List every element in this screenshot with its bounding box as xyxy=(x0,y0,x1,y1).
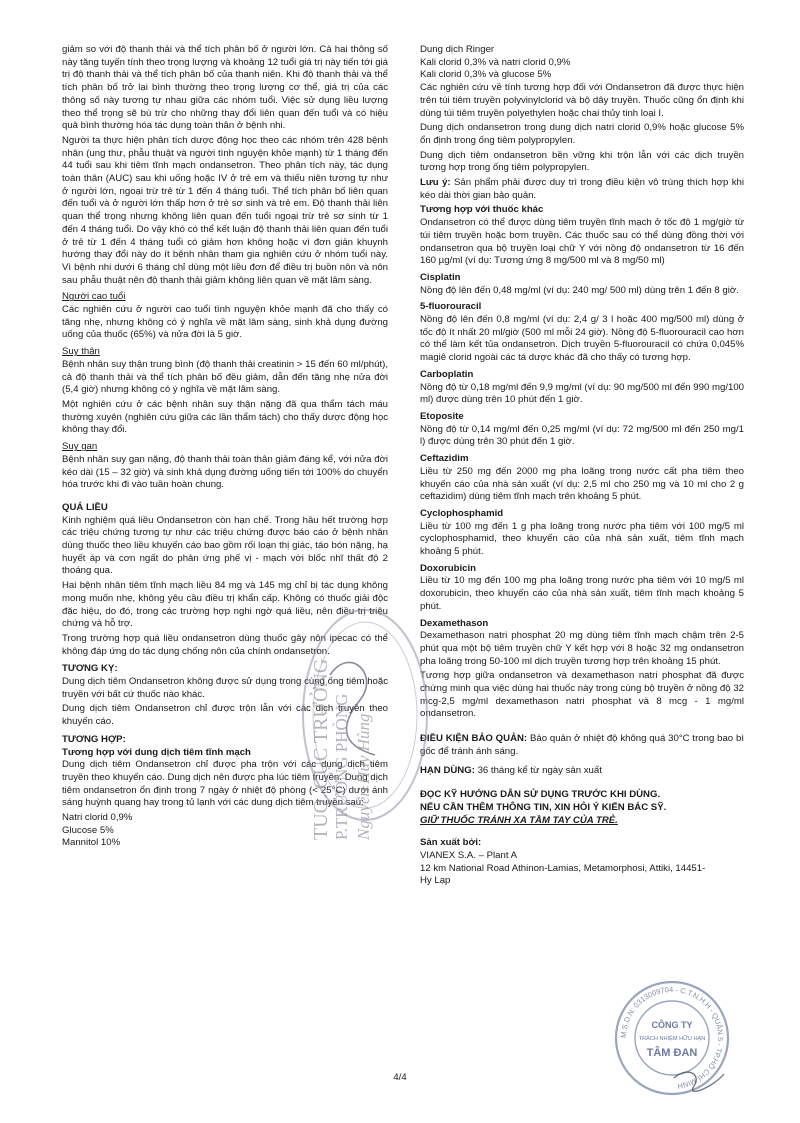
renal-paragraph-1: Bệnh nhân suy thận trung bình (độ thanh thải creatinin > 15 đến 60 ml/phút), cả độ thanh thải và thể tích phân bố đều giảm, dẫn đến tăng nhẹ nửa đời (5,4 giờ) nhưng không có ý nghĩa về mặt lâm sàng. xyxy=(62,358,388,396)
drug-name: Etoposite xyxy=(420,410,464,422)
fluid-item: Mannitol 10% xyxy=(62,837,121,849)
fluid-item: Kali clorid 0,3% và natri clorid 0,9% xyxy=(420,56,571,68)
warning-read-instructions: ĐỌC KỸ HƯỚNG DẪN SỬ DỤNG TRƯỚC KHI DÙNG. xyxy=(420,789,661,801)
seal-company-name: TÂM ĐAN xyxy=(646,1047,698,1059)
seal-ring-text: M.S.D.N: 0313009704 - C.T.N.H.H - QUẬN 5 - TP.HỒ CHÍ MINH xyxy=(618,984,726,1091)
manufacturer-line: VIANEX S.A. – Plant A xyxy=(420,850,518,862)
note-paragraph xyxy=(420,177,744,202)
manufacturer-label: Sản xuất bởi: xyxy=(420,837,482,849)
warning-ask-doctor: NẾU CẦN THÊM THÔNG TIN, XIN HỎI Ý KIẾN BÁC SỸ. xyxy=(420,801,667,813)
page-number: 4/4 xyxy=(393,1072,407,1083)
drug-name: Dexamethason xyxy=(420,617,489,629)
manufacturer-line: Hy Lạp xyxy=(420,875,451,887)
stamp-vertical-text: P.TRƯỞNG PHÒNG xyxy=(332,693,351,840)
heading-elderly: Người cao tuổi xyxy=(62,291,126,303)
storage-paragraph xyxy=(420,733,744,758)
stamp-vertical-text: TUQ. CỤC TRƯỞNG xyxy=(310,658,332,840)
note-text: Sản phẩm phải được duy trì trong điều kiện vô trùng thích hợp khi kéo dài thời gian bảo quản. xyxy=(420,177,744,201)
renal-paragraph-2: Một nghiên cứu ở các bệnh nhân suy thận nặng đã qua thẩm tách máu thường xuyên (nghiên cứu giữa các lần thẩm tách) cho thấy dược động học không thay đổi. xyxy=(62,398,388,436)
fluid-item: Dung dịch Ringer xyxy=(420,44,495,55)
right-column xyxy=(420,44,744,888)
stamp-vertical-text: Nguyễn Huy Hùng xyxy=(354,713,373,840)
storage-label: ĐIỀU KIỆN BẢO QUẢN: xyxy=(420,733,528,745)
drug-text: Liều từ 10 mg đến 100 mg pha loãng trong nước pha tiêm với 10 mg/5 ml doxorubicin, theo khuyến cáo của nhà sản xuất, tiêm tĩnh mạch khoảng 5 phút. xyxy=(420,575,744,612)
elderly-paragraph: Các nghiên cứu ở người cao tuổi tình nguyện khỏe mạnh đã cho thấy có tăng nhẹ, nhưng không có ý nghĩa về mặt lâm sàng, sinh khả dụng đường uống của thuốc (65%) và nửa đời là 5 giờ. xyxy=(62,304,388,341)
fluid-item: Kali clorid 0,3% và glucose 5% xyxy=(420,69,552,81)
compat-stable-paragraph: Dung dịch tiêm ondansetron bền vững khi trộn lẫn với các dịch truyền tương hợp trong ống tiêm polypropylen. xyxy=(420,149,744,174)
drug-text: Nồng độ từ 0,18 mg/ml đến 9,9 mg/ml (ví dụ: 90 mg/500 ml đến 990 mg/100 ml) được dùng trên 10 phút đến 1 giờ. xyxy=(420,381,744,406)
compat-syringe-paragraph: Dung dịch ondansetron trong dung dịch natri clorid 0,9% hoặc glucose 5% ổn định trong ống tiêm polypropylen. xyxy=(420,122,744,146)
drug-name: Cisplatin xyxy=(420,271,461,283)
drug-text: Nồng độ lên đến 0,48 mg/ml (ví dụ: 240 mg/ 500 ml) dùng trên 1 đến 8 giờ. xyxy=(420,284,739,296)
drug-text: Liều từ 100 mg đến 1 g pha loãng trong nước pha tiêm với 100 mg/5 ml cyclophosphamid, theo khuyến cáo của nhà sản xuất, tiêm tĩnh mạch khoảng 5 phút. xyxy=(420,520,744,558)
incompat-paragraph-2: Dung dịch tiêm Ondansetron chỉ được trộn lẫn với các dịch truyền theo khuyến cáo. xyxy=(62,703,388,728)
warning-keep-from-children: GIỮ THUỐC TRÁNH XA TẦM TAY CỦA TRẺ. xyxy=(420,814,618,826)
drug-text: Dexamethason natri phosphat 20 mg dùng tiêm tĩnh mạch chậm trên 2-5 phút qua một bộ tiêm truyền chữ Y kết hợp với 8 hoặc 32 mg ondansetron pha loãng trong 50-100 ml dịch truyền tương hợp trên khoảng 15 phút. xyxy=(420,630,744,667)
overdose-paragraph-3: Trong trường hợp quá liều ondansetron dùng thuốc gây nôn ipecac có thể không đáp ứng do tác dụng chống nôn của chính ondansetron. xyxy=(62,632,388,657)
heading-liver: Suy gan xyxy=(62,441,98,453)
drug-text: Nồng độ từ 0,14 mg/ml đến 0,25 mg/ml (ví dụ: 72 mg/500 ml đến 250 mg/1 l) được dùng trên 30 phút đến 1 giờ. xyxy=(420,423,744,448)
drug-name: Ceftazidim xyxy=(420,453,469,465)
overdose-paragraph-2: Hai bệnh nhân tiêm tĩnh mạch liều 84 mg và 145 mg chỉ bị tác dụng không mong muốn nhẹ, không yêu cầu điều trị khẩn cấp. Không có thuốc giải độc đặc hiệu, do đó, trong các trường hợp nghi ngờ quá liều, nên điều trị triệu chứng và hỗ trợ. xyxy=(62,580,388,630)
drug-name: Doxorubicin xyxy=(420,562,476,574)
compat-studies-paragraph: Các nghiên cứu về tính tương hợp đối với Ondansetron đã được thực hiện trên túi tiêm truyền polyvinylclorid và bộ dây truyền. Thuốc cũng ổn định khi dùng túi tiêm truyền polyethylen hoặc chai thủy tinh loại I. xyxy=(420,82,744,119)
heading-compat-other: Tương hợp với thuốc khác xyxy=(420,204,544,216)
dexamethason-paragraph-2: Tương hợp giữa ondansetron và dexamethason natri phosphat đã được chứng minh qua việc dùng hai thuốc này trong cùng bộ truyền ở nồng độ 32 mcg-2,5 mg/ml dexamethason natri phosphat và 8 mcg - 1 mg/ml ondansetron. xyxy=(420,670,744,720)
shelf-life-label: HẠN DÙNG: xyxy=(420,764,475,776)
shelf-life-text: 36 tháng kể từ ngày sản xuất xyxy=(474,764,602,776)
heading-renal: Suy thận xyxy=(62,346,100,358)
drug-text: Nồng độ lên đến 0,8 mg/ml (ví dụ: 2,4 g/ 3 l hoặc 400 mg/500 ml) dùng ở tốc độ ít nhất 20 ml/giờ (500 ml mỗi 24 giờ). Nồng độ 5-fluorouracil cao hơn có thể làm kết tủa ondansetron. Dịch truyền 5-fluorouracil có chứa 0,045% magiê clorid ngoài các tá dược khác đã cho thấy có tương hợp. xyxy=(420,314,744,364)
drug-text: Liều từ 250 mg đến 2000 mg pha loãng trong nước cất pha tiêm theo khuyến cáo của nhà sản xuất (ví dụ: 2,5 ml cho 250 mg và 10 ml cho 2 g ceftazidim) dùng tiêm tĩnh mạch trên khoảng 5 phút. xyxy=(420,465,744,503)
left-column xyxy=(62,44,388,850)
heading-incompatibility: TƯƠNG KỴ: xyxy=(62,663,118,675)
heading-compat-iv: Tương hợp với dung dịch tiêm tĩnh mạch xyxy=(62,746,251,758)
pk-paragraph-1: giảm so với độ thanh thải và thể tích phân bố ở người lớn. Cả hai thông số này tăng tuyến tính theo trọng lượng và khoảng 12 tuổi giá trị này tiến tới giá trị độ thanh thải và thể tích phân bố của thanh niên. Khi độ thanh thải và thể tích phân bố trở lại bình thường theo trọng lượng cơ thể, giá trị của các thông số này tương tự nhau giữa các nhóm tuổi. Việc sử dụng liều lượng theo thể trọng sẽ bù trừ cho những thay đổi liên quan đến tuổi và có hiệu quả bình thường hóa tác dụng toàn thân ở bệnh nhi. xyxy=(62,44,388,132)
seal-top-text: CÔNG TY xyxy=(651,1020,693,1030)
incompat-paragraph-1: Dung dịch tiêm Ondansetron không được sử dụng trong cùng ống tiêm hoặc truyền với bất cứ thuốc nào khác. xyxy=(62,676,388,700)
compat-paragraph: Dung dịch tiêm Ondansetron chỉ được pha trộn với các dung dịch tiêm truyền theo khuyến cáo. Dung dịch nên được pha lúc tiêm truyền. Dung dịch tiêm ondansetron ổn định trong 7 ngày ở nhiệt độ phòng (< 25°C) dưới ánh sáng huỳnh quang hay trong tủ lạnh với các dung dịch tiêm truyền sau: xyxy=(62,759,388,809)
overdose-paragraph-1: Kinh nghiệm quá liều Ondansetron còn hạn chế. Trong hầu hết trường hợp các triệu chứng tương tự như các triệu chứng được báo cáo ở bệnh nhân dùng thuốc theo liều khuyến cáo bao gồm rối loạn thị giác, táo bón nặng, hạ huyết áp và cơn ngất do phản ứng phế vị - mạch với blốc nhĩ thất độ 2 thoáng qua. xyxy=(62,514,388,577)
heading-overdose: QUÁ LIỀU xyxy=(62,501,108,513)
liver-paragraph: Bệnh nhân suy gan nặng, độ thanh thải toàn thân giảm đáng kể, với nửa đời kéo dài (15 – 32 giờ) và sinh khả dụng đường uống tiến tới 100% do chuyển hóa trước khi đi vào tuần hoàn chung. xyxy=(62,453,388,491)
drug-name: Carboplatin xyxy=(420,368,474,380)
note-label: Lưu ý: xyxy=(420,177,451,189)
fluid-item: Natri clorid 0,9% xyxy=(62,812,133,824)
drug-name: Cyclophosphamid xyxy=(420,507,504,519)
drug-name: 5-fluorouracil xyxy=(420,301,482,313)
seal-mid-text: TRÁCH NHIỆM HỮU HẠN xyxy=(638,1036,706,1042)
compat-other-paragraph: Ondansetron có thể được dùng tiêm truyền tĩnh mạch ở tốc độ 1 mg/giờ từ túi tiêm truyền hoặc bơm truyền. Các thuốc sau có thể dùng đồng thời với ondansetron qua bộ truyền loại chữ Y với nồng độ ondansetron từ 16 đến 160 µg/ml (ví dụ: Tương ứng 8 mg/500 ml và 8 mg/50 ml) xyxy=(420,217,744,267)
pk-paragraph-2: Người ta thực hiện phân tích dược động học theo các nhóm trên 428 bệnh nhân (ung thư, phẫu thuật và người tình nguyện khỏe mạnh) từ 1 tháng đến 44 tuổi sau khi tiêm tĩnh mạch ondansetron. Theo phân tích này, tác dụng toàn thân (AUC) sau khi uống hoặc IV ở trẻ em và thiếu niên tương tự như ở người lớn, ngoại trừ trẻ từ 1 đến 4 tháng tuổi. Thể tích phân bố liên quan đến tuổi và ở người lớn thấp hơn ở trẻ sơ sinh và trẻ em. Độ thanh thải liên quan thể trọng nhưng không liên quan đến tuổi ngoại trừ trẻ sơ sinh từ 1 đến 4 tháng tuổi. Do vậy khó có thể kết luận độ thanh thải liên quan đến tuổi ở trẻ từ 1 đến 4 tháng tuổi có giảm hơn không hoặc vì đơn giản khuynh hướng thay đổi này do ít bệnh nhân tham gia nghiên cứu ở nhóm tuổi này. Vì bệnh nhi dưới 6 tháng chỉ dùng một liều đơn để điều trị buồn nôn và nôn sau phẫu thuật nên độ thanh thải giảm không liên quan về mặt lâm sàng. xyxy=(62,134,388,286)
manufacturer-line: 12 km National Road Athinon-Lamias, Metamorphosi, Attiki, 14451- xyxy=(420,862,706,874)
shelf-life-paragraph xyxy=(420,765,744,778)
fluid-item: Glucose 5% xyxy=(62,824,114,836)
heading-compatibility: TƯƠNG HỢP: xyxy=(62,733,126,745)
storage-text: Bảo quản ở nhiệt độ không quá 30°C trong bao bì gốc để tránh ánh sáng. xyxy=(420,733,744,757)
